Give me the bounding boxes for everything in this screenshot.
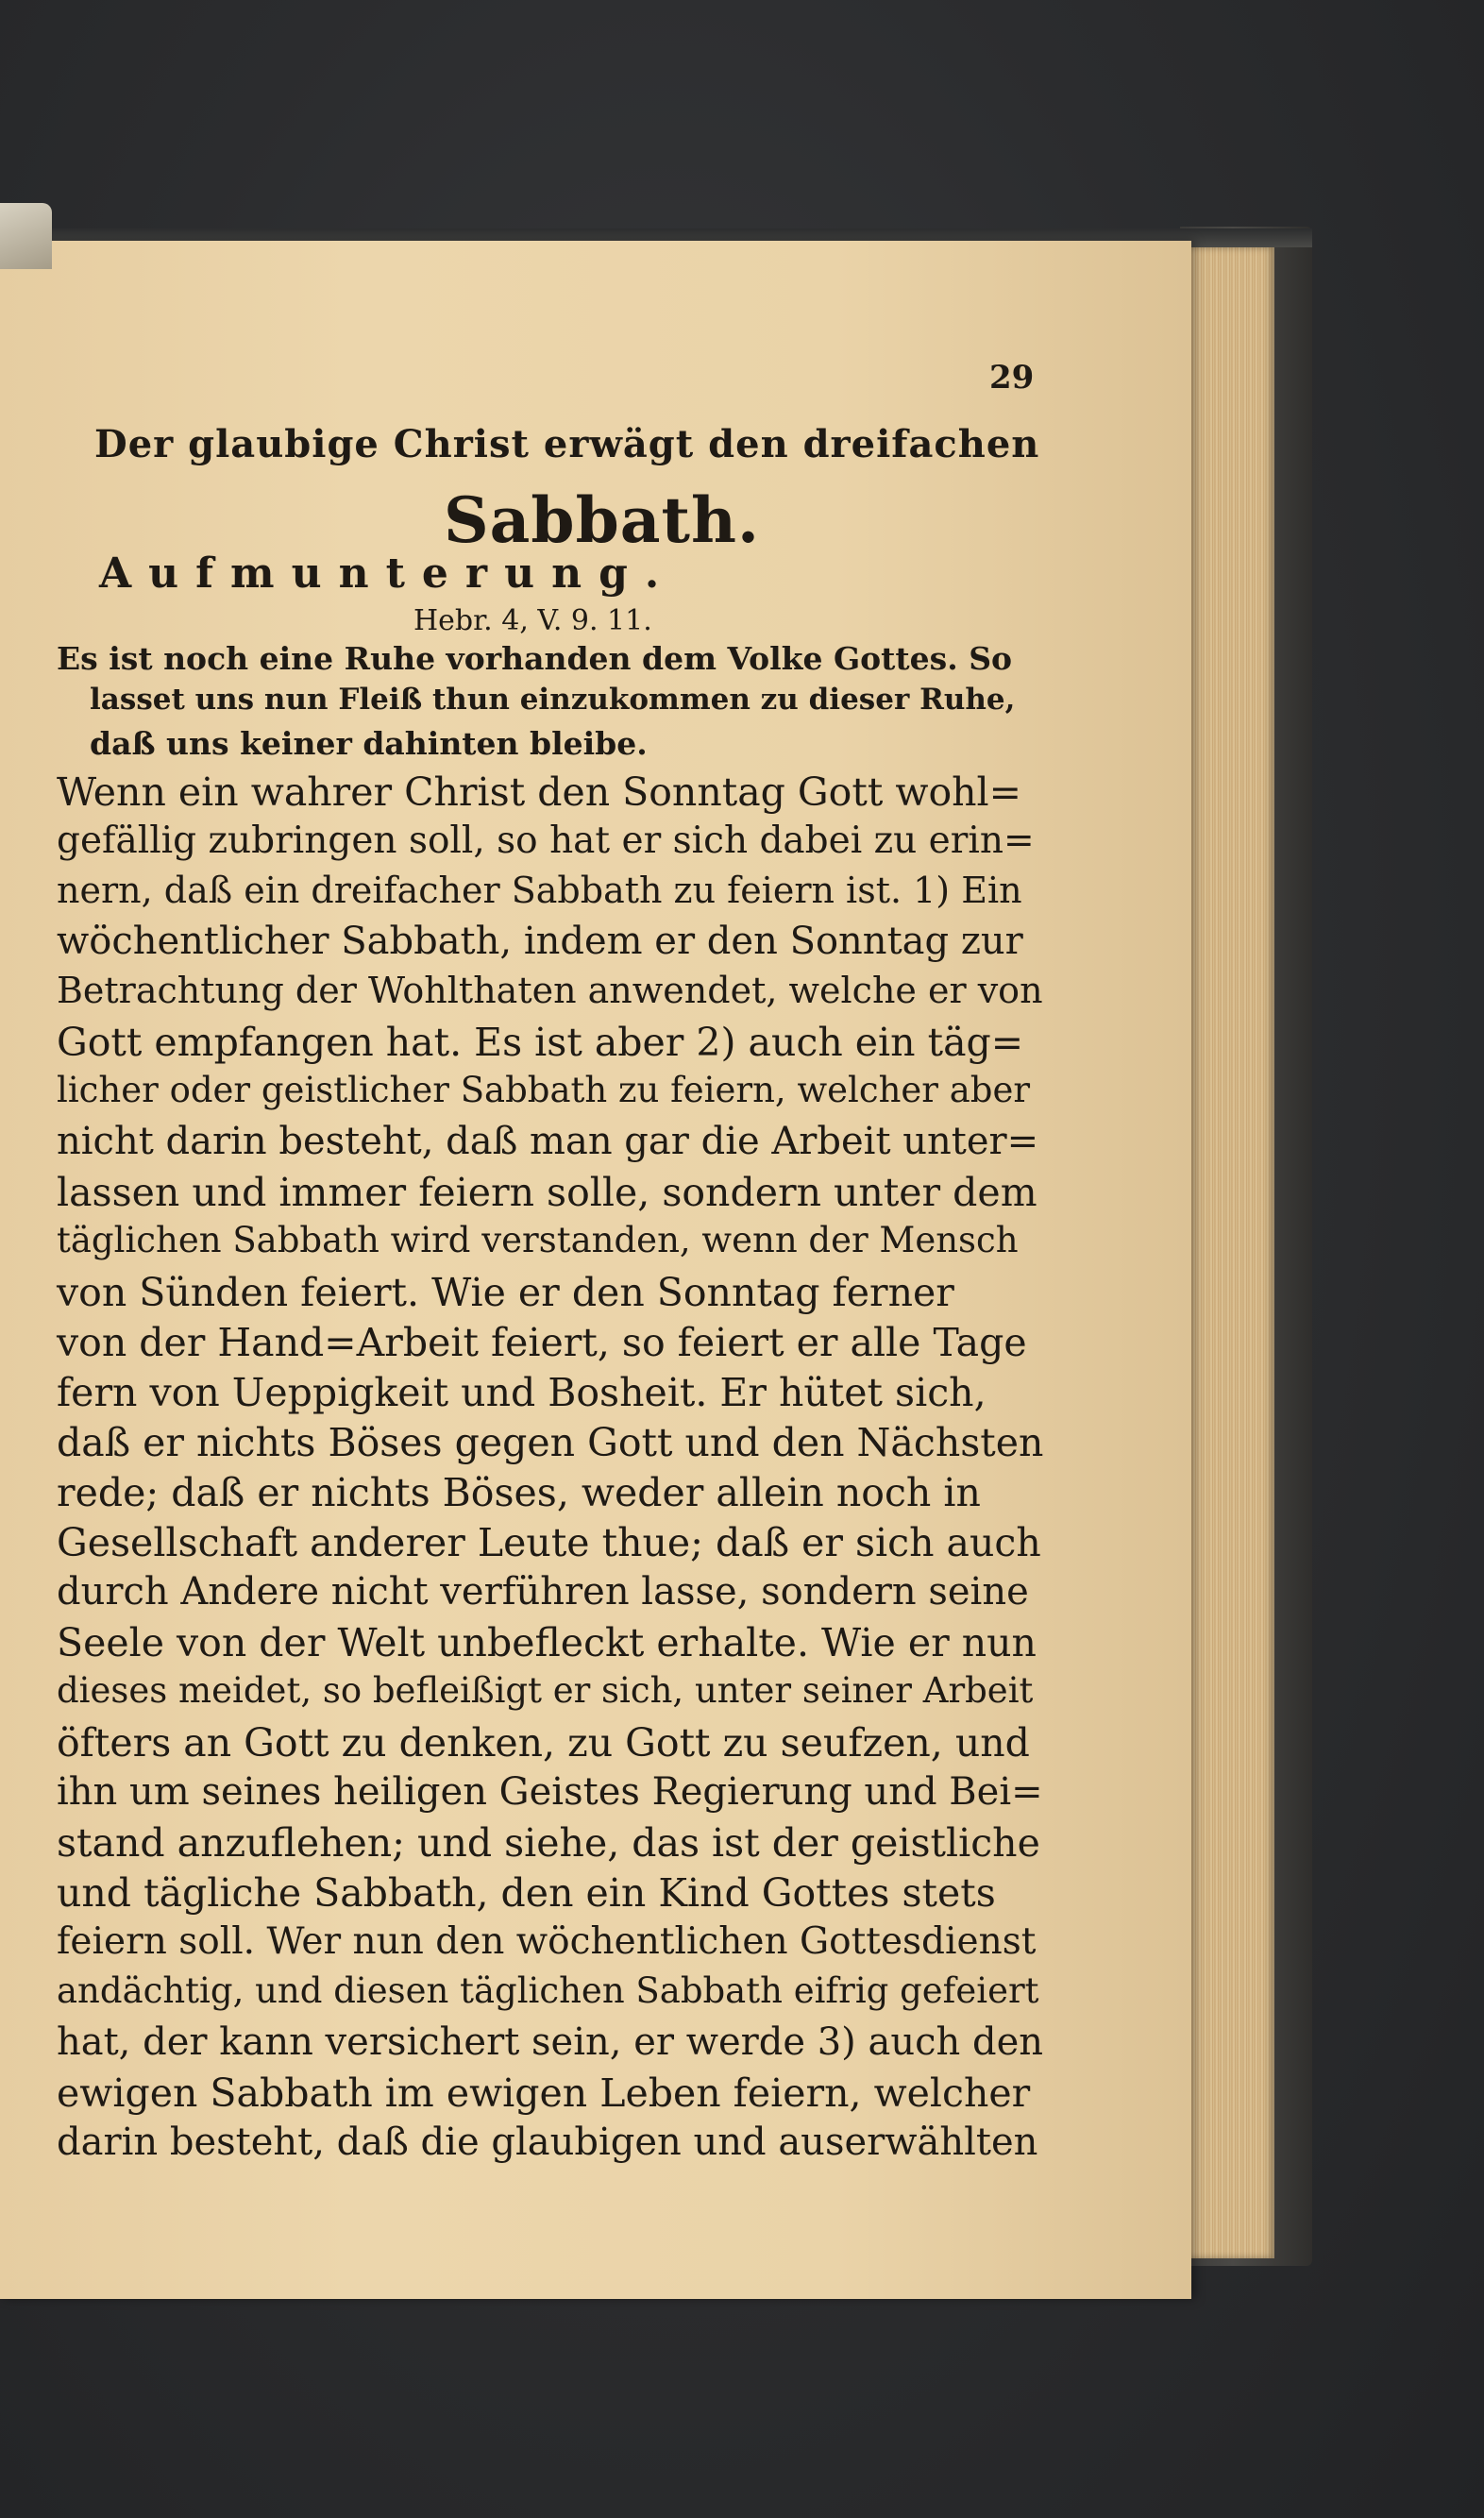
body-line: und tägliche Sabbath, den ein Kind Gottes stets xyxy=(57,1870,996,1916)
body-line: gefällig zubringen soll, so hat er sich dabei zu erin= xyxy=(57,820,1035,862)
chapter-title-line-1: Der glaubige Christ erwägt den dreifachen xyxy=(94,422,1040,466)
body-line: von Sünden feiert. Wie er den Sonntag ferner xyxy=(57,1270,954,1315)
page-stack-edge xyxy=(1185,247,1274,2258)
body-line: wöchentlicher Sabbath, indem er den Sonntag zur xyxy=(57,920,1023,963)
body-line: daß er nichts Böses gegen Gott und den Nächsten xyxy=(57,1420,1044,1465)
body-line: Seele von der Welt unbefleckt erhalte. Wie er nun xyxy=(57,1620,1037,1665)
body-line: licher oder geistlicher Sabbath zu feiern, welcher aber xyxy=(57,1070,1031,1110)
body-line: lassen und immer feiern solle, sondern unter dem xyxy=(57,1170,1037,1215)
body-line: Gesellschaft anderer Leute thue; daß er sich auch xyxy=(57,1520,1041,1565)
page-number: 29 xyxy=(989,359,1035,397)
chapter-title-line-2: Sabbath. xyxy=(444,483,760,557)
verse-line: lasset uns nun Fleiß thun einzukommen zu dieser Ruhe, xyxy=(90,683,1016,717)
body-line: öfters an Gott zu denken, zu Gott zu seufzen, und xyxy=(57,1720,1030,1766)
body-line: täglichen Sabbath wird verstanden, wenn der Mensch xyxy=(57,1220,1019,1260)
verse-line: Es ist noch eine Ruhe vorhanden dem Volke Gottes. So xyxy=(57,640,1013,677)
verse-line: daß uns keiner dahinten bleibe. xyxy=(90,725,648,762)
body-line: dieses meidet, so befleißigt er sich, unter seiner Arbeit xyxy=(57,1670,1034,1711)
body-line: Betrachtung der Wohlthaten anwendet, welche er von xyxy=(57,970,1043,1011)
body-line: rede; daß er nichts Böses, weder allein noch in xyxy=(57,1470,981,1515)
body-line: durch Andere nicht verführen lasse, sondern seine xyxy=(57,1570,1029,1614)
body-line: andächtig, und diesen täglichen Sabbath eifrig gefeiert xyxy=(57,1970,1039,2011)
body-line: feiern soll. Wer nun den wöchentlichen Gottesdienst xyxy=(57,1920,1037,1963)
body-line: ihn um seines heiligen Geistes Regierung und Bei= xyxy=(57,1770,1043,1814)
body-line: nern, daß ein dreifacher Sabbath zu feiern ist. 1) Ein xyxy=(57,870,1022,911)
body-line: darin besteht, daß die glaubigen und auserwählten xyxy=(57,2121,1038,2164)
body-line: Wenn ein wahrer Christ den Sonntag Gott wohl= xyxy=(57,769,1021,815)
body-line: ewigen Sabbath im ewigen Leben feiern, welcher xyxy=(57,2070,1031,2116)
body-line: fern von Ueppigkeit und Bosheit. Er hütet sich, xyxy=(57,1370,987,1415)
scripture-reference: Hebr. 4, V. 9. 11. xyxy=(413,604,652,637)
body-line: von der Hand=Arbeit feiert, so feiert er alle Tage xyxy=(57,1320,1027,1365)
body-line: nicht darin besteht, daß man gar die Arbeit unter= xyxy=(57,1120,1039,1163)
body-line: Gott empfangen hat. Es ist aber 2) auch ein täg= xyxy=(57,1020,1024,1065)
body-line: stand anzuflehen; und siehe, das ist der geistliche xyxy=(57,1820,1040,1866)
body-line: hat, der kann versichert sein, er werde 3) auch den xyxy=(57,2020,1044,2064)
bookmark-ribbon xyxy=(0,203,52,269)
section-subheading: Aufmunterung. xyxy=(99,549,677,598)
